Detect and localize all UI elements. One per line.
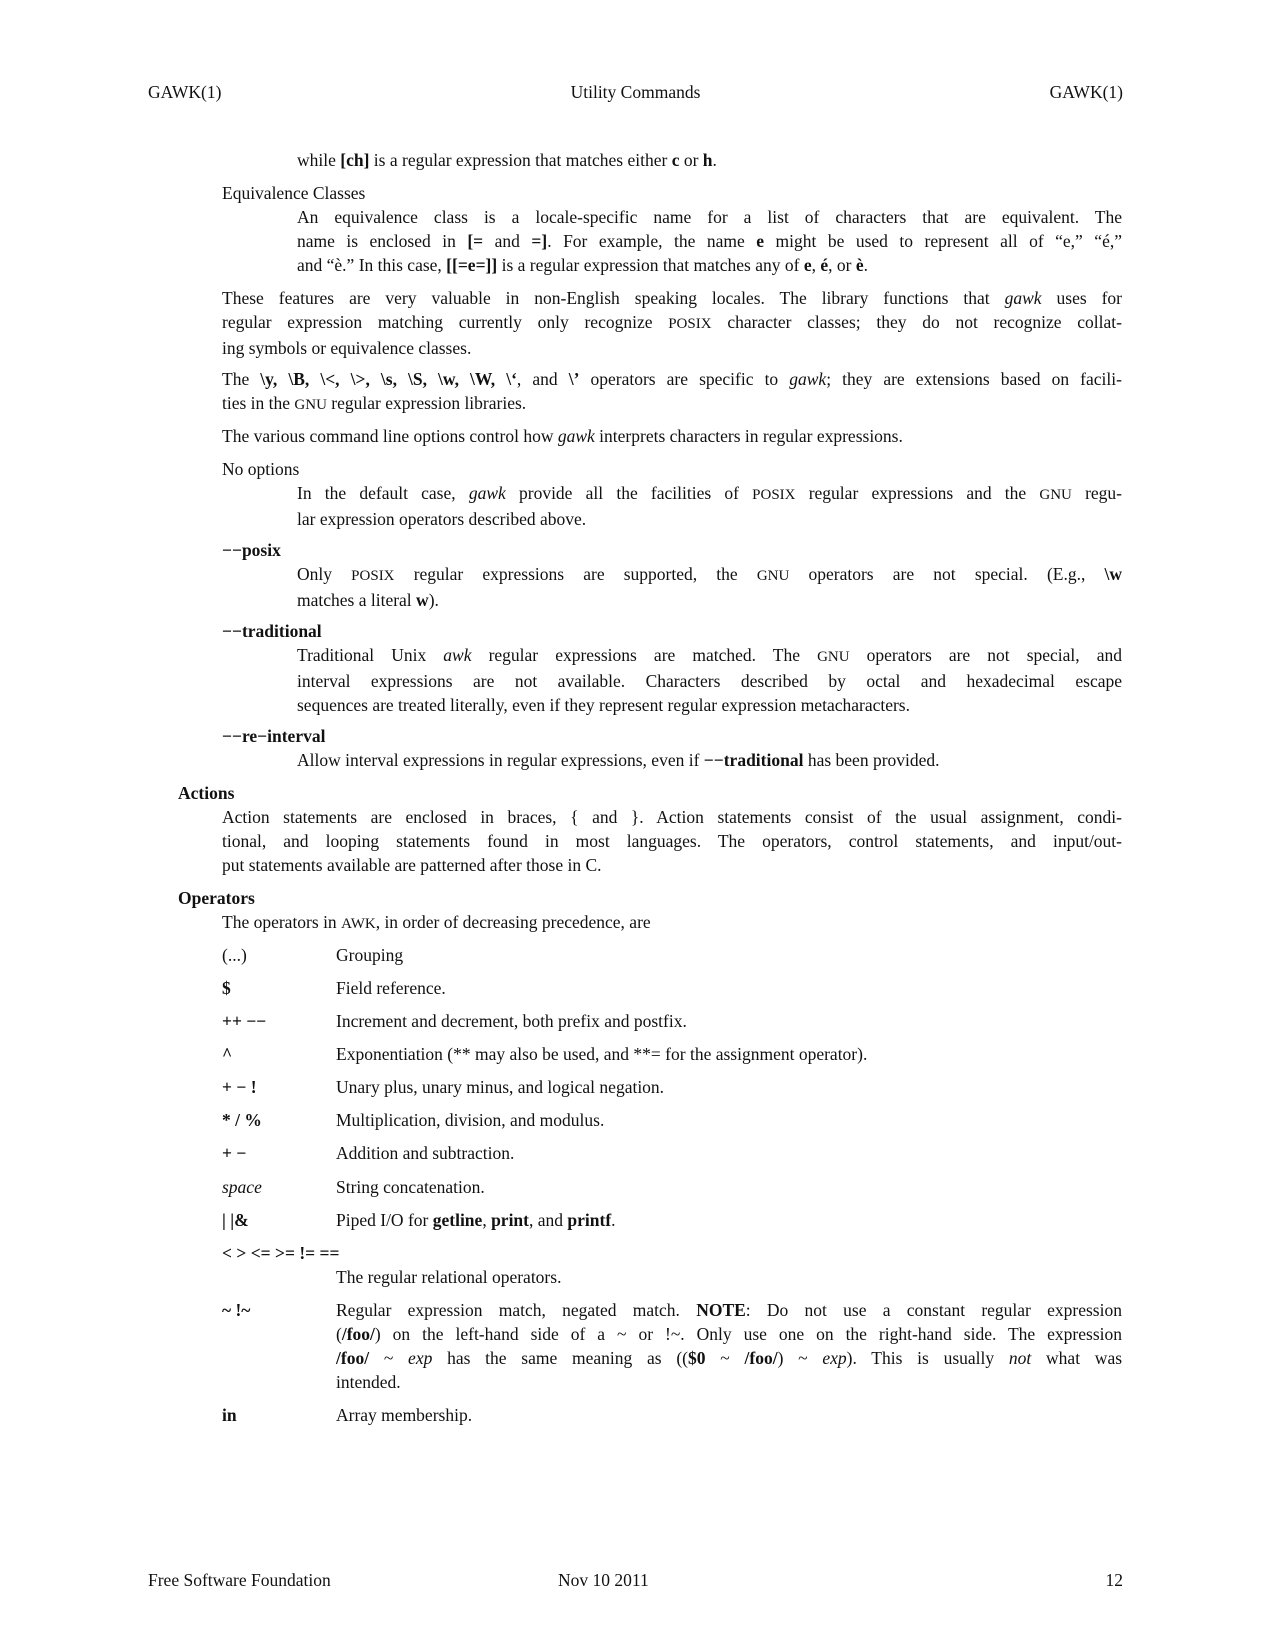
text: GNU	[1039, 487, 1072, 503]
text: uses for	[1041, 288, 1123, 308]
operator-row-piped-io	[222, 1208, 1122, 1232]
no-options-paragraph	[297, 481, 1122, 531]
text: GNU	[294, 397, 327, 413]
text: Traditional Unix	[297, 645, 444, 665]
text: has been provided.	[803, 750, 940, 770]
features-paragraph	[222, 286, 1122, 360]
operator-description: Field reference.	[336, 978, 446, 998]
text: e	[803, 255, 812, 275]
header-left: GAWK(1)	[148, 82, 222, 102]
text-line	[297, 481, 1122, 507]
actions-paragraph	[222, 805, 1122, 877]
text: gawk	[557, 426, 595, 446]
text: tional, and looping statements found in most languages. The operators, control statements, and input/out-	[222, 831, 1122, 851]
text: AWK	[341, 916, 376, 932]
text-line	[222, 286, 1122, 310]
operator-symbol: * / %	[222, 1110, 262, 1130]
operator-description	[336, 1298, 1122, 1394]
operator-row-in	[222, 1403, 1122, 1427]
re-interval-option-heading: −−re−interval	[222, 726, 326, 746]
text: [[=e=]]	[446, 255, 498, 275]
operator-row-multiplication	[222, 1108, 1122, 1132]
text: regu-	[1071, 483, 1122, 503]
operator-description: Addition and subtraction.	[336, 1143, 515, 1163]
text: . For example, the name	[547, 231, 757, 251]
text-line	[297, 253, 1122, 277]
text: sequences are treated literally, even if they represent regular expression metacharacters.	[297, 695, 910, 715]
text: h	[702, 150, 713, 170]
text: POSIX	[668, 316, 712, 332]
operator-row-increment	[222, 1009, 1122, 1033]
text: , or	[828, 255, 856, 275]
no-options-heading: No options	[222, 459, 300, 479]
text: .	[611, 1210, 616, 1230]
text: operators are specific to	[579, 369, 790, 389]
text: [ch]	[340, 150, 370, 170]
text: regular expression matching currently only recognize	[222, 312, 669, 332]
operator-row-relational	[222, 1241, 1122, 1289]
text: GNU	[817, 649, 850, 665]
operator-description: Exponentiation (** may also be used, and **= for the assignment operator).	[336, 1044, 868, 1064]
text: ~	[369, 1348, 409, 1368]
operator-description: Multiplication, division, and modulus.	[336, 1110, 605, 1130]
text-line	[297, 229, 1122, 253]
text: : Do not use a constant regular expression	[745, 1300, 1122, 1320]
text-line	[297, 562, 1122, 588]
text-line	[297, 588, 1122, 612]
text: matches a literal	[297, 590, 417, 610]
text: POSIX	[351, 568, 395, 584]
text: regular expression libraries.	[326, 393, 527, 413]
re-interval-option-paragraph	[297, 748, 940, 772]
text: put statements available are patterned after those in C.	[222, 855, 602, 875]
text-line	[336, 1298, 1122, 1322]
text: \y, \B, \<, \>, \s, \S, \w, \W, \‘	[260, 369, 517, 389]
text: =]	[531, 231, 548, 251]
text: POSIX	[752, 487, 796, 503]
text: operators are not special, and	[849, 645, 1122, 665]
text: é	[820, 255, 829, 275]
text-line	[336, 1322, 1122, 1346]
text: character classes; they do not recognize collat-	[711, 312, 1122, 332]
text: exp	[822, 1348, 847, 1368]
operator-symbol: ~ !~	[222, 1300, 251, 1320]
operator-symbol: in	[222, 1405, 237, 1425]
operator-description: Unary plus, unary minus, and logical negation.	[336, 1077, 665, 1097]
operator-symbol: ^	[222, 1044, 233, 1064]
operator-symbol: (...)	[222, 945, 247, 965]
text: getline	[432, 1210, 483, 1230]
text: printf	[567, 1210, 612, 1230]
text: is a regular expression that matches any of	[497, 255, 804, 275]
posix-option-heading: −−posix	[222, 540, 281, 560]
actions-heading: Actions	[178, 783, 235, 803]
gawk-operators-paragraph	[222, 367, 1122, 417]
text: Piped I/O for	[336, 1210, 433, 1230]
text: , and	[529, 1210, 568, 1230]
text: .	[712, 150, 717, 170]
text: /foo/	[744, 1348, 778, 1368]
text: name is enclosed in	[297, 231, 468, 251]
text: ing symbols or equivalence classes.	[222, 338, 472, 358]
text: while	[297, 150, 341, 170]
text: GNU	[756, 568, 790, 584]
text: The operators in	[222, 912, 342, 932]
operator-row-grouping	[222, 943, 1122, 967]
text: might be used to represent all of “e,” “é,”	[764, 231, 1122, 251]
text: and “è.” In this case,	[297, 255, 447, 275]
text: has the same meaning as ((	[432, 1348, 689, 1368]
operator-row-unary	[222, 1075, 1122, 1099]
text: ties in the	[222, 393, 295, 413]
operator-description: Grouping	[336, 945, 404, 965]
traditional-option-heading: −−traditional	[222, 621, 322, 641]
text: .	[863, 255, 869, 275]
text: what was	[1031, 1348, 1123, 1368]
operator-description: String concatenation.	[336, 1177, 485, 1197]
operator-description: The regular relational operators.	[336, 1267, 562, 1287]
text: e	[756, 231, 765, 251]
text: intended.	[336, 1372, 401, 1392]
text: Regular expression match, negated match.	[336, 1300, 697, 1320]
page-footer	[148, 1568, 1123, 1592]
text: ; they are extensions based on facili-	[826, 369, 1122, 389]
operator-description	[336, 1208, 1122, 1232]
text: operators are not special. (E.g.,	[789, 564, 1105, 584]
text: and	[483, 231, 532, 251]
text: print	[491, 1210, 529, 1230]
text: gawk	[1004, 288, 1042, 308]
page-header	[148, 80, 1123, 104]
text: c	[671, 150, 680, 170]
text: /foo/	[341, 1324, 375, 1344]
text: , in order of decreasing precedence, are	[375, 912, 651, 932]
text: exp	[408, 1348, 433, 1368]
operator-row-field-reference	[222, 976, 1122, 1000]
text: Only	[297, 564, 352, 584]
text: −−traditional	[703, 750, 804, 770]
text-line	[297, 643, 1122, 669]
text: ). This is usually	[846, 1348, 1009, 1368]
text-line	[222, 367, 1122, 391]
header-right: GAWK(1)	[1049, 82, 1123, 102]
header-center: Utility Commands	[570, 82, 701, 102]
text-line	[222, 391, 1122, 417]
traditional-option-paragraph	[297, 643, 1122, 717]
text: ).	[428, 590, 439, 610]
text: An equivalence class is a locale-specific name for a list of characters that are equivalent. The	[297, 207, 1122, 227]
operator-row-exponentiation	[222, 1042, 1122, 1066]
text: regular expressions are matched. The	[471, 645, 818, 665]
equivalence-classes-heading: Equivalence Classes	[222, 183, 366, 203]
text: (	[336, 1324, 342, 1344]
operators-heading: Operators	[178, 888, 255, 908]
text: Action statements are enclosed in braces, { and }. Action statements consist of the usual assignment, condi-	[222, 807, 1122, 827]
text: Allow interval expressions in regular expressions, even if	[297, 750, 704, 770]
text: è	[855, 255, 864, 275]
text: provide all the facilities of	[505, 483, 753, 503]
text: ,	[482, 1210, 492, 1230]
text: The	[222, 369, 261, 389]
text-line	[336, 1346, 1122, 1370]
text: \w	[1104, 564, 1123, 584]
text: These features are very valuable in non-English speaking locales. The library functions that	[222, 288, 1005, 308]
operator-symbol: ++ −−	[222, 1011, 267, 1031]
operator-row-addition	[222, 1141, 1122, 1165]
text: ) ~	[777, 1348, 823, 1368]
operator-symbol: space	[222, 1177, 262, 1197]
text: In the default case,	[297, 483, 469, 503]
operator-symbol: < > <= >= != ==	[222, 1243, 340, 1263]
text: w	[416, 590, 429, 610]
text: awk	[443, 645, 472, 665]
text: $0	[688, 1348, 706, 1368]
text: gawk	[468, 483, 506, 503]
text-line	[222, 310, 1122, 336]
operator-row-regex-match	[222, 1298, 1122, 1394]
posix-option-paragraph	[297, 562, 1122, 612]
text: /foo/	[336, 1348, 370, 1368]
operator-symbol: | |&	[222, 1210, 249, 1230]
text: \’	[568, 369, 580, 389]
text: [=	[467, 231, 484, 251]
text: ,	[811, 255, 821, 275]
footer-page-number: 12	[1105, 1570, 1123, 1590]
operator-symbol: + −	[222, 1143, 247, 1163]
equivalence-classes-paragraph	[297, 205, 1122, 277]
operator-symbol: + − !	[222, 1077, 257, 1097]
text: is a regular expression that matches either	[369, 150, 672, 170]
text: regular expressions and the	[795, 483, 1040, 503]
text: not	[1008, 1348, 1032, 1368]
text: interval expressions are not available. Characters described by octal and hexadecimal escape	[297, 671, 1122, 691]
operators-intro	[222, 910, 651, 936]
operator-description: Increment and decrement, both prefix and postfix.	[336, 1011, 687, 1031]
text: or	[679, 150, 703, 170]
text: interprets characters in regular expressions.	[594, 426, 903, 446]
text: , and	[516, 369, 569, 389]
text: lar expression operators described above.	[297, 509, 587, 529]
bracket-example-line	[297, 148, 717, 172]
text: The various command line options control how	[222, 426, 558, 446]
text: ) on the left-hand side of a ~ or !~. Only use one on the right-hand side. The expression	[374, 1324, 1122, 1344]
text: NOTE	[696, 1300, 746, 1320]
footer-left: Free Software Foundation	[148, 1570, 331, 1590]
operator-description: Array membership.	[336, 1405, 473, 1425]
operator-row-concatenation	[222, 1175, 1122, 1199]
text: gawk	[789, 369, 827, 389]
footer-center: Nov 10 2011	[558, 1570, 649, 1590]
cmdline-paragraph	[222, 424, 903, 448]
text: ~	[705, 1348, 745, 1368]
text: regular expressions are supported, the	[394, 564, 757, 584]
operator-symbol: $	[222, 978, 231, 998]
